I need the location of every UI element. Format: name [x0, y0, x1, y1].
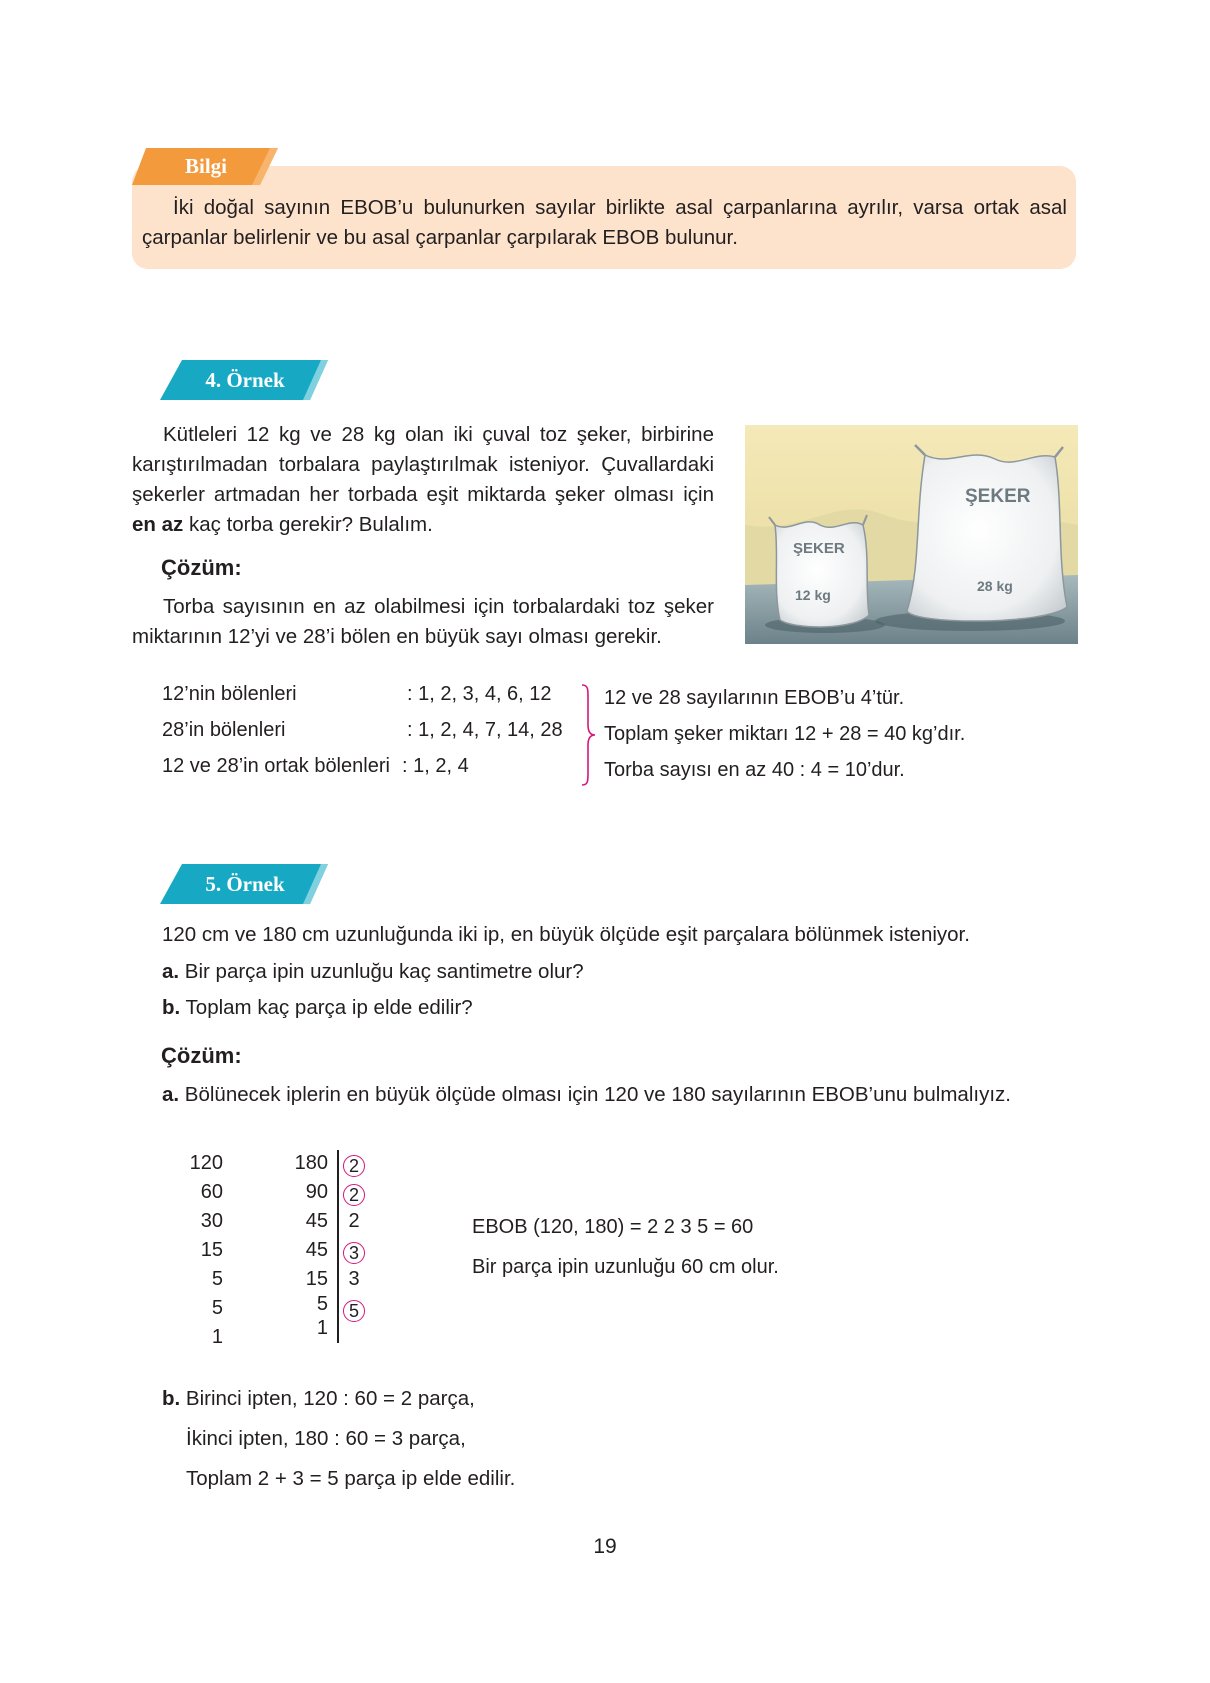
example-4-line-4: [132, 510, 714, 540]
circled-prime-factor: 2: [343, 1155, 365, 1177]
info-line-1: İki doğal sayının EBOB’u bulunurken sayılar birlikte asal çarpanlarına ayrılır, varsa ortak asal: [173, 196, 1067, 219]
example-4-tab: [160, 360, 330, 400]
example-5-solution-b: [162, 1384, 475, 1414]
result-line-3: Torba sayısı en az 40 : 4 = 10’dur.: [604, 759, 905, 781]
example-4-problem: [132, 420, 714, 540]
divisor-values-2: : 1, 2, 4, 7, 14, 28: [407, 719, 563, 741]
divisor-row-1: [0, 676, 600, 716]
curly-brace: [578, 683, 598, 787]
factor-col1-value: 15: [200, 1239, 223, 1261]
divisor-label-2: 28’in bölenleri: [162, 719, 286, 741]
question-b-text: Toplam kaç parça ip elde edilir?: [180, 996, 473, 1019]
example-5-intro: 120 cm ve 180 cm uzunluğunda iki ip, en büyük ölçüde eşit parçalara bölünmek isteniyor.: [162, 923, 970, 946]
factor-col2-value: 15: [305, 1268, 328, 1290]
factor-col1-value: 30: [200, 1210, 223, 1232]
example-5-question-b: [162, 993, 473, 1023]
example-4-line-3: şekerler artmadan her torbada eşit miktarda şeker olması için: [132, 483, 714, 506]
divisor-values-3: : 1, 2, 4: [402, 755, 469, 777]
result-line-1: 12 ve 28 sayılarının EBOB’u 4’tür.: [604, 687, 905, 709]
example-5-tab: [160, 864, 330, 904]
factor-divider-line: [337, 1150, 339, 1343]
factor-col2-value: 45: [305, 1210, 328, 1232]
factor-col1-value: 5: [211, 1297, 223, 1319]
question-b-label: b.: [162, 996, 181, 1019]
solution-b-label: b.: [162, 1387, 181, 1410]
result-line-2: Toplam şeker miktarı 12 + 28 = 40 kg’dır.: [604, 723, 966, 745]
large-sack-weight: 28 kg: [977, 578, 1013, 594]
question-a-label: a.: [162, 960, 180, 983]
solution-b-line-3: Toplam 2 + 3 = 5 parça ip elde edilir.: [186, 1467, 516, 1490]
example-4-line-4-rest: kaç torba gerekir? Bulalım.: [183, 513, 433, 536]
question-a-text: Bir parça ipin uzunluğu kaç santimetre olur?: [179, 960, 584, 983]
circled-prime-factor: 5: [343, 1300, 365, 1322]
divisor-label-1: 12’nin bölenleri: [162, 683, 297, 705]
info-tab: [132, 148, 280, 185]
solution-a-label: a.: [162, 1083, 180, 1106]
page-number: 19: [593, 1535, 617, 1558]
example-4-line-1: Kütleleri 12 kg ve 28 kg olan iki çuval toz şeker, birbirine: [163, 423, 714, 446]
example-5-tab-label: 5. Örnek: [205, 871, 285, 896]
example-4-sol-line-2: miktarının 12’yi ve 28’i bölen en büyük sayı olması gerekir.: [132, 625, 662, 648]
solution-a-text: Bölünecek iplerin en büyük ölçüde olması için 120 ve 180 sayılarının EBOB’unu bulmalıyız.: [179, 1083, 1011, 1106]
sugar-sacks-svg: [745, 425, 1078, 644]
factor-col2-value: 90: [305, 1181, 328, 1203]
large-sack-label: ŞEKER: [965, 486, 1031, 507]
ebob-equation: EBOB (120, 180) = 2 2 3 5 = 60: [472, 1216, 754, 1238]
solution-b-line-2: İkinci ipten, 180 : 60 = 3 parça,: [186, 1427, 466, 1450]
info-line-2: çarpanlar belirlenir ve bu asal çarpanlar çarpılarak EBOB bulunur.: [142, 226, 738, 249]
factor-col2-value: 1: [316, 1317, 328, 1339]
example-5-question-a: [162, 957, 584, 987]
divisor-row-2: [0, 712, 600, 752]
small-sack-label: ŞEKER: [793, 540, 845, 557]
example-5-solution-heading: Çözüm:: [161, 1043, 242, 1068]
example-4-emphasis: en az: [132, 513, 184, 536]
sugar-sacks-illustration: [745, 425, 1078, 644]
info-tab-label: Bilgi: [184, 154, 227, 178]
circled-prime-factor: 2: [343, 1184, 365, 1206]
example-5-solution-a: [162, 1080, 1011, 1110]
prime-factor: 2: [348, 1210, 360, 1232]
circled-prime-factor: 3: [343, 1242, 365, 1264]
factor-col1-value: 120: [189, 1152, 223, 1174]
small-sack-weight: 12 kg: [795, 587, 831, 603]
example-4-solution-heading: Çözüm:: [161, 555, 242, 580]
example-4-solution: [132, 592, 714, 652]
example-4-line-2: karıştırılmadan torbalara paylaştırılmak isteniyor. Çuvallardaki: [132, 453, 714, 476]
factor-col2-value: 45: [305, 1239, 328, 1261]
divisor-row-3: [0, 748, 600, 788]
prime-factor: 3: [348, 1268, 360, 1290]
example-4-sol-line-1: Torba sayısının en az olabilmesi için torbalardaki toz şeker: [163, 595, 714, 618]
info-text: [142, 193, 1067, 253]
factor-col2-value: 180: [294, 1152, 328, 1174]
factor-col1-value: 5: [211, 1268, 223, 1290]
divisor-values-1: : 1, 2, 3, 4, 6, 12: [407, 683, 552, 705]
factor-col1-value: 1: [211, 1326, 223, 1348]
factor-col1-value: 60: [200, 1181, 223, 1203]
factor-col2-value: 5: [316, 1293, 328, 1315]
example-4-tab-label: 4. Örnek: [205, 367, 285, 392]
ebob-result: Bir parça ipin uzunluğu 60 cm olur.: [472, 1256, 779, 1278]
solution-b-line-1: Birinci ipten, 120 : 60 = 2 parça,: [180, 1387, 475, 1410]
divisor-label-3: 12 ve 28’in ortak bölenleri: [162, 755, 390, 777]
